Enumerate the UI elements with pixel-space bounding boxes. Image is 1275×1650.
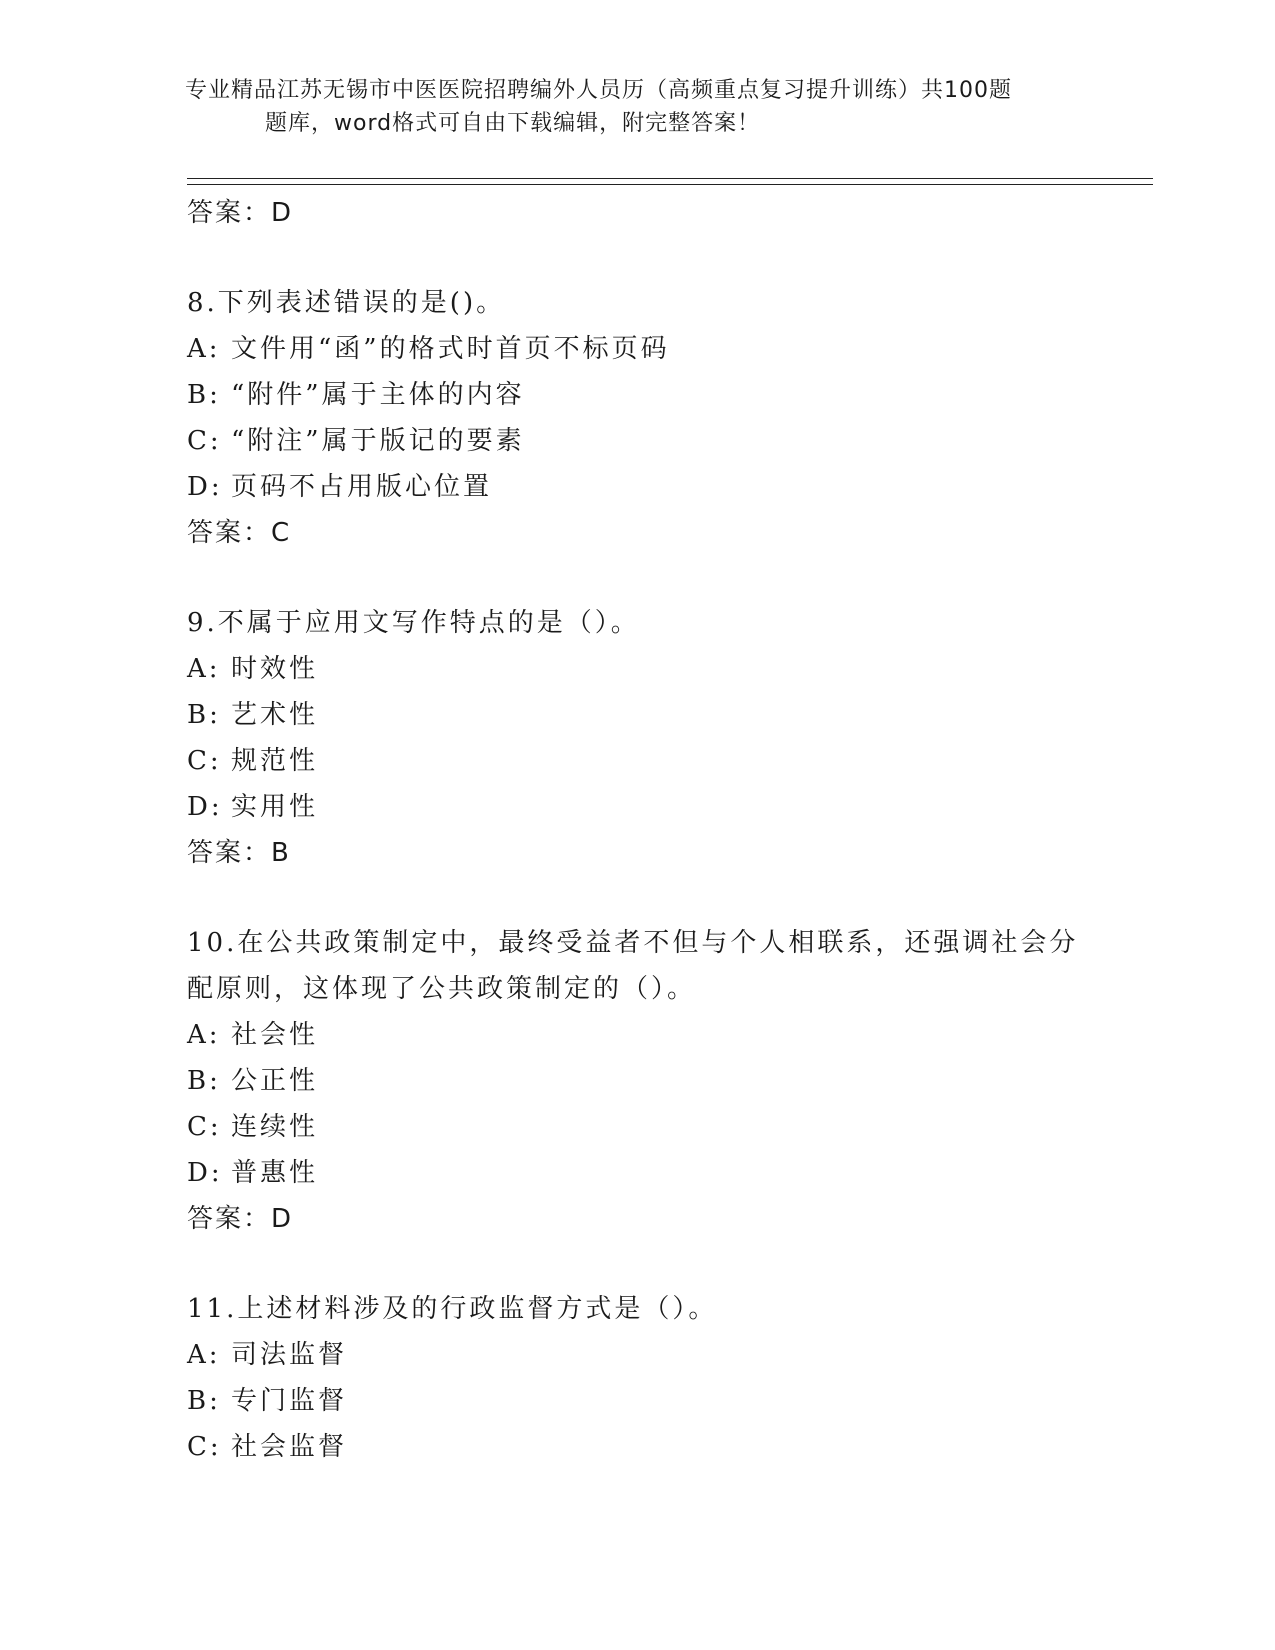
question-8 <box>187 280 1087 556</box>
option-key: A: <box>187 1020 221 1050</box>
option-text: 艺术性 <box>231 700 319 730</box>
option-text: 实用性 <box>231 792 319 822</box>
spacer <box>187 876 1087 920</box>
option-text: 公正性 <box>231 1066 319 1096</box>
option-text: 社会监督 <box>231 1432 348 1462</box>
option-text: 页码不占用版心位置 <box>231 472 493 502</box>
document-body <box>187 190 1087 1470</box>
spacer <box>187 236 1087 280</box>
option-key: A: <box>187 1340 221 1370</box>
option-text: 普惠性 <box>231 1158 319 1188</box>
question-text: 10.在公共政策制定中，最终受益者不但与个人相联系，还强调社会分配原则，这体现了公共政策制定的（）。 <box>187 928 1079 1004</box>
option-d <box>187 464 1087 510</box>
option-text: 司法监督 <box>231 1340 348 1370</box>
option-text: “附件”属于主体的内容 <box>231 380 525 410</box>
question-text: 11.上述材料涉及的行政监督方式是（）。 <box>187 1294 718 1324</box>
option-text: 专门监督 <box>231 1386 348 1416</box>
option-text: 时效性 <box>231 654 319 684</box>
option-key: B: <box>187 1066 221 1096</box>
question-9 <box>187 600 1087 876</box>
question-text: 9.不属于应用文写作特点的是（）。 <box>187 608 640 638</box>
option-b <box>187 1058 1087 1104</box>
answer-line: 答案：C <box>187 518 292 548</box>
question-10 <box>187 920 1087 1242</box>
option-text: “附注”属于版记的要素 <box>231 426 525 456</box>
spacer <box>187 1242 1087 1286</box>
option-c <box>187 738 1087 784</box>
option-key: A: <box>187 334 221 364</box>
header-rule-bottom <box>187 184 1153 185</box>
answer-line: 答案：D <box>187 1204 294 1234</box>
header-title-line-1: 专业精品江苏无锡市中医医院招聘编外人员历（高频重点复习提升训练）共100题 <box>185 78 1012 103</box>
spacer <box>187 556 1087 600</box>
option-a <box>187 1012 1087 1058</box>
option-key: B: <box>187 380 221 410</box>
option-a <box>187 1332 1087 1378</box>
option-c <box>187 418 1087 464</box>
option-c <box>187 1104 1087 1150</box>
option-text: 规范性 <box>231 746 319 776</box>
option-key: B: <box>187 1386 221 1416</box>
option-a <box>187 326 1087 372</box>
option-b <box>187 1378 1087 1424</box>
option-key: C: <box>187 1112 222 1142</box>
option-b <box>187 692 1087 738</box>
option-c <box>187 1424 1087 1470</box>
option-text: 连续性 <box>231 1112 319 1142</box>
answer-line: 答案：B <box>187 838 291 868</box>
option-key: D: <box>187 1158 223 1188</box>
option-key: A: <box>187 654 221 684</box>
option-a <box>187 646 1087 692</box>
option-key: C: <box>187 746 222 776</box>
option-text: 文件用“函”的格式时首页不标页码 <box>231 334 670 364</box>
option-key: C: <box>187 426 222 456</box>
option-key: D: <box>187 792 223 822</box>
previous-answer: 答案：D <box>187 198 294 228</box>
option-d <box>187 784 1087 830</box>
header-rule-top <box>187 178 1153 179</box>
option-text: 社会性 <box>231 1020 319 1050</box>
header-title-line-2: 题库，word格式可自由下载编辑，附完整答案！ <box>265 111 761 136</box>
option-b <box>187 372 1087 418</box>
question-11 <box>187 1286 1087 1470</box>
option-key: B: <box>187 700 221 730</box>
option-d <box>187 1150 1087 1196</box>
question-text: 8.下列表述错误的是()。 <box>187 288 506 318</box>
option-key: C: <box>187 1432 222 1462</box>
option-key: D: <box>187 472 223 502</box>
document-header <box>185 74 1085 140</box>
